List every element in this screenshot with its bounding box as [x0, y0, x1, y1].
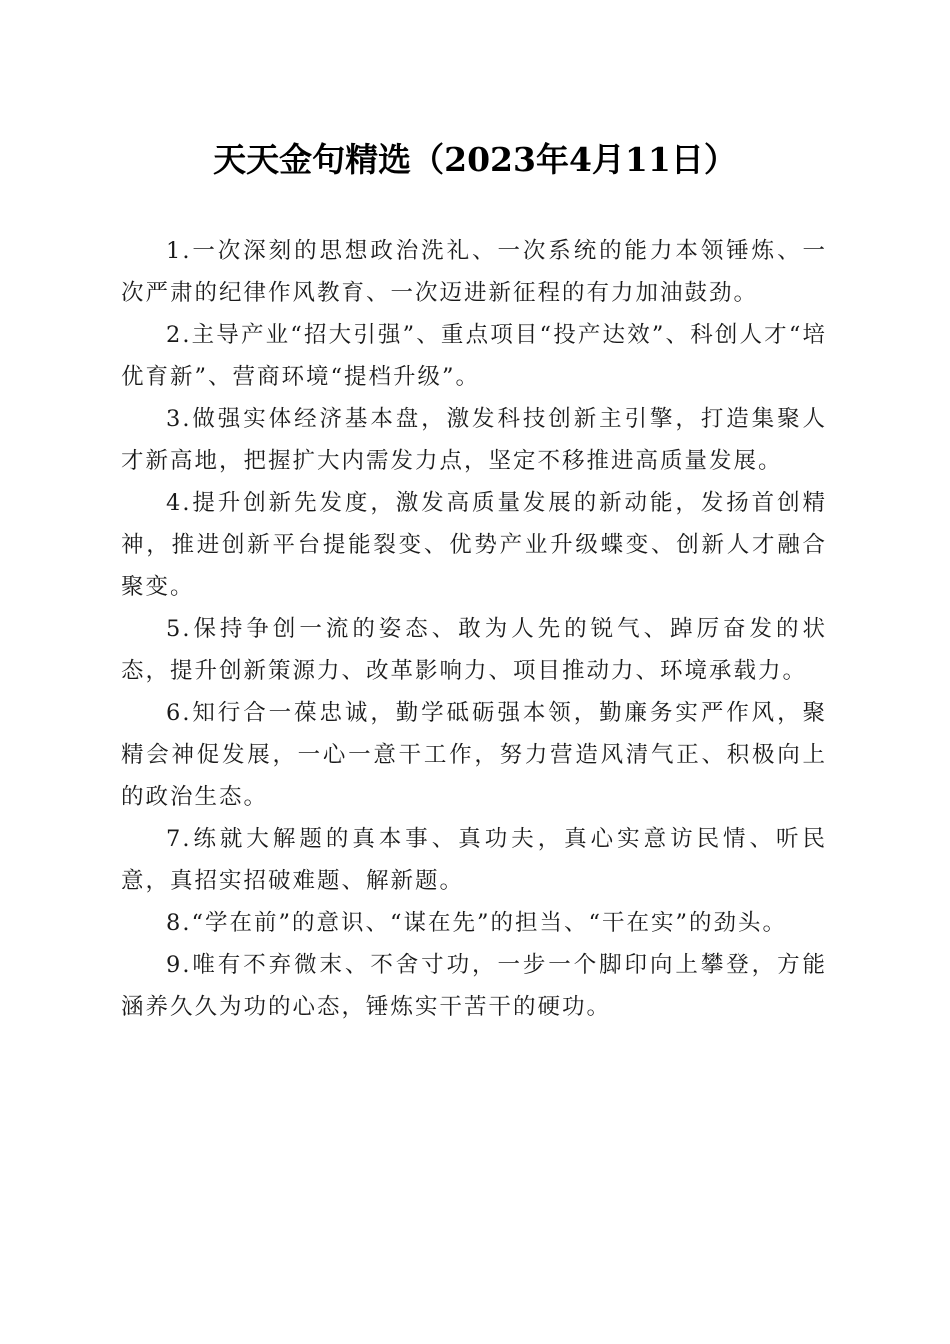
quote-paragraph-8: 8.“学在前”的意识、“谋在先”的担当、“干在实”的劲头。	[166, 910, 787, 936]
quote-paragraph-1: 1.一次深刻的思想政治洗礼、一次系统的能力本领锤炼、一次严肃的纪律作风教育、一次迈进新征程的有力加油鼓劲。	[121, 238, 827, 306]
quote-paragraph-5: 5.保持争创一流的姿态、敢为人先的锐气、踔厉奋发的状态，提升创新策源力、改革影响力、项目推动力、环境承载力。	[121, 616, 827, 684]
quote-paragraph-7: 7.练就大解题的真本事、真功夫，真心实意访民情、听民意，真招实招破难题、解新题。	[121, 826, 827, 894]
quote-paragraph-9: 9.唯有不弃微末、不舍寸功，一步一个脚印向上攀登，方能涵养久久为功的心态，锤炼实干苦干的硬功。	[121, 952, 827, 1020]
document-body	[121, 230, 827, 1028]
quote-paragraph-4: 4.提升创新先发度，激发高质量发展的新动能，发扬首创精神，推进创新平台提能裂变、优势产业升级蝶变、创新人才融合聚变。	[121, 490, 827, 600]
quote-paragraph-6: 6.知行合一葆忠诚，勤学砥砺强本领，勤廉务实严作风，聚精会神促发展，一心一意干工作，努力营造风清气正、积极向上的政治生态。	[121, 700, 827, 810]
quote-paragraph-2: 2.主导产业“招大引强”、重点项目“投产达效”、科创人才“培优育新”、营商环境“提档升级”。	[121, 322, 827, 390]
quote-paragraph-3: 3.做强实体经济基本盘，激发科技创新主引擎，打造集聚人才新高地，把握扩大内需发力点，坚定不移推进高质量发展。	[121, 406, 827, 474]
document-title: 天天金句精选（2023年4月11日）	[213, 140, 737, 179]
